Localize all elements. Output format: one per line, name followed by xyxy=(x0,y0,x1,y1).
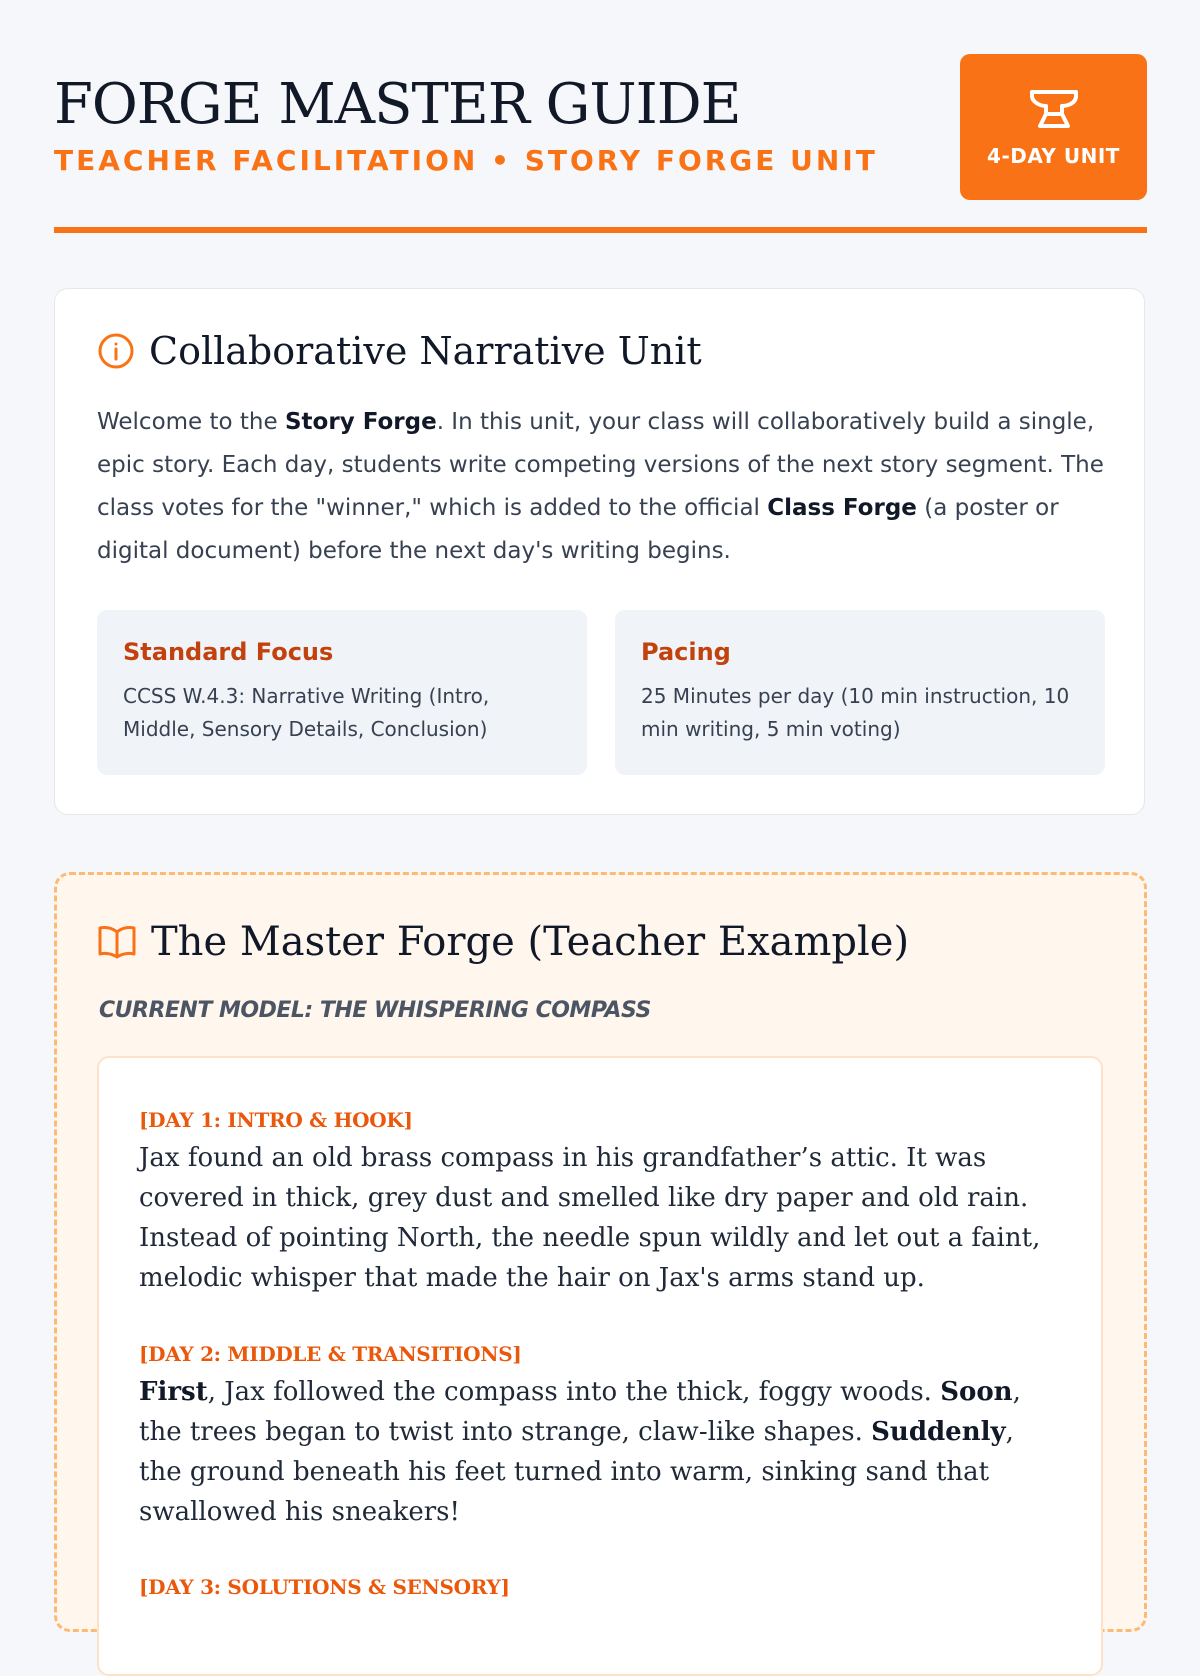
story-day-2 xyxy=(139,1342,1059,1532)
standard-focus-box xyxy=(97,610,587,775)
story-forge-term: Story Forge xyxy=(284,409,437,435)
story-day-3 xyxy=(139,1575,1059,1605)
master-forge-section xyxy=(54,872,1147,1632)
story-day-1 xyxy=(139,1108,1059,1298)
book-open-icon xyxy=(97,924,137,960)
pacing-text: 25 Minutes per day (10 min instruction, 10 min writing, 5 min voting) xyxy=(641,684,1070,741)
master-forge-title: The Master Forge (Teacher Example) xyxy=(151,919,910,965)
overview-card xyxy=(54,288,1145,815)
story-model-box xyxy=(97,1056,1103,1676)
day-label: [DAY 2: MIDDLE & TRANSITIONS] xyxy=(139,1342,522,1366)
day-text: First, Jax followed the compass into the thick, foggy woods. Soon, the trees began to twist into strange, claw-like shapes. Suddenly, the ground beneath his feet turned into warm, sinking sand that swallowed his sneakers! xyxy=(139,1377,1021,1527)
header-divider xyxy=(54,227,1147,233)
page-header xyxy=(54,54,1147,234)
overview-title: Collaborative Narrative Unit xyxy=(149,329,702,373)
pacing-title: Pacing xyxy=(641,638,731,666)
master-forge-heading xyxy=(97,919,909,965)
anvil-icon xyxy=(1028,86,1080,132)
page-subtitle: TEACHER FACILITATION • STORY FORGE UNIT xyxy=(54,144,878,177)
overview-intro: Welcome to the Story Forge. In this unit, your class will collaboratively build a single, epic story. Each day, students write competing versions of the next story segment. The class votes for the "winner," which is added to the official Class Forge (a poster or digital document) before the next day's writing begins. xyxy=(97,409,1104,564)
day-text: Jax found an old brass compass in his grandfather’s attic. It was covered in thick, grey dust and smelled like dry paper and old rain. Instead of pointing North, the needle spun wildly and let out a faint, melodic whisper that made the hair on Jax's arms stand up. xyxy=(139,1143,1041,1293)
standard-focus-text: CCSS W.4.3: Narrative Writing (Intro, Middle, Sensory Details, Conclusion) xyxy=(123,684,490,741)
unit-badge xyxy=(960,54,1147,200)
class-forge-term: Class Forge xyxy=(767,495,917,521)
day-label: [DAY 1: INTRO & HOOK] xyxy=(139,1108,413,1132)
current-model-label: CURRENT MODEL: THE WHISPERING COMPASS xyxy=(99,998,651,1023)
unit-badge-label: 4-DAY UNIT xyxy=(987,144,1120,168)
overview-heading xyxy=(97,329,702,373)
pacing-box xyxy=(615,610,1105,775)
info-icon xyxy=(97,332,135,370)
standard-focus-title: Standard Focus xyxy=(123,638,334,666)
page-title: FORGE MASTER GUIDE xyxy=(54,72,741,137)
day-label: [DAY 3: SOLUTIONS & SENSORY] xyxy=(139,1575,510,1599)
